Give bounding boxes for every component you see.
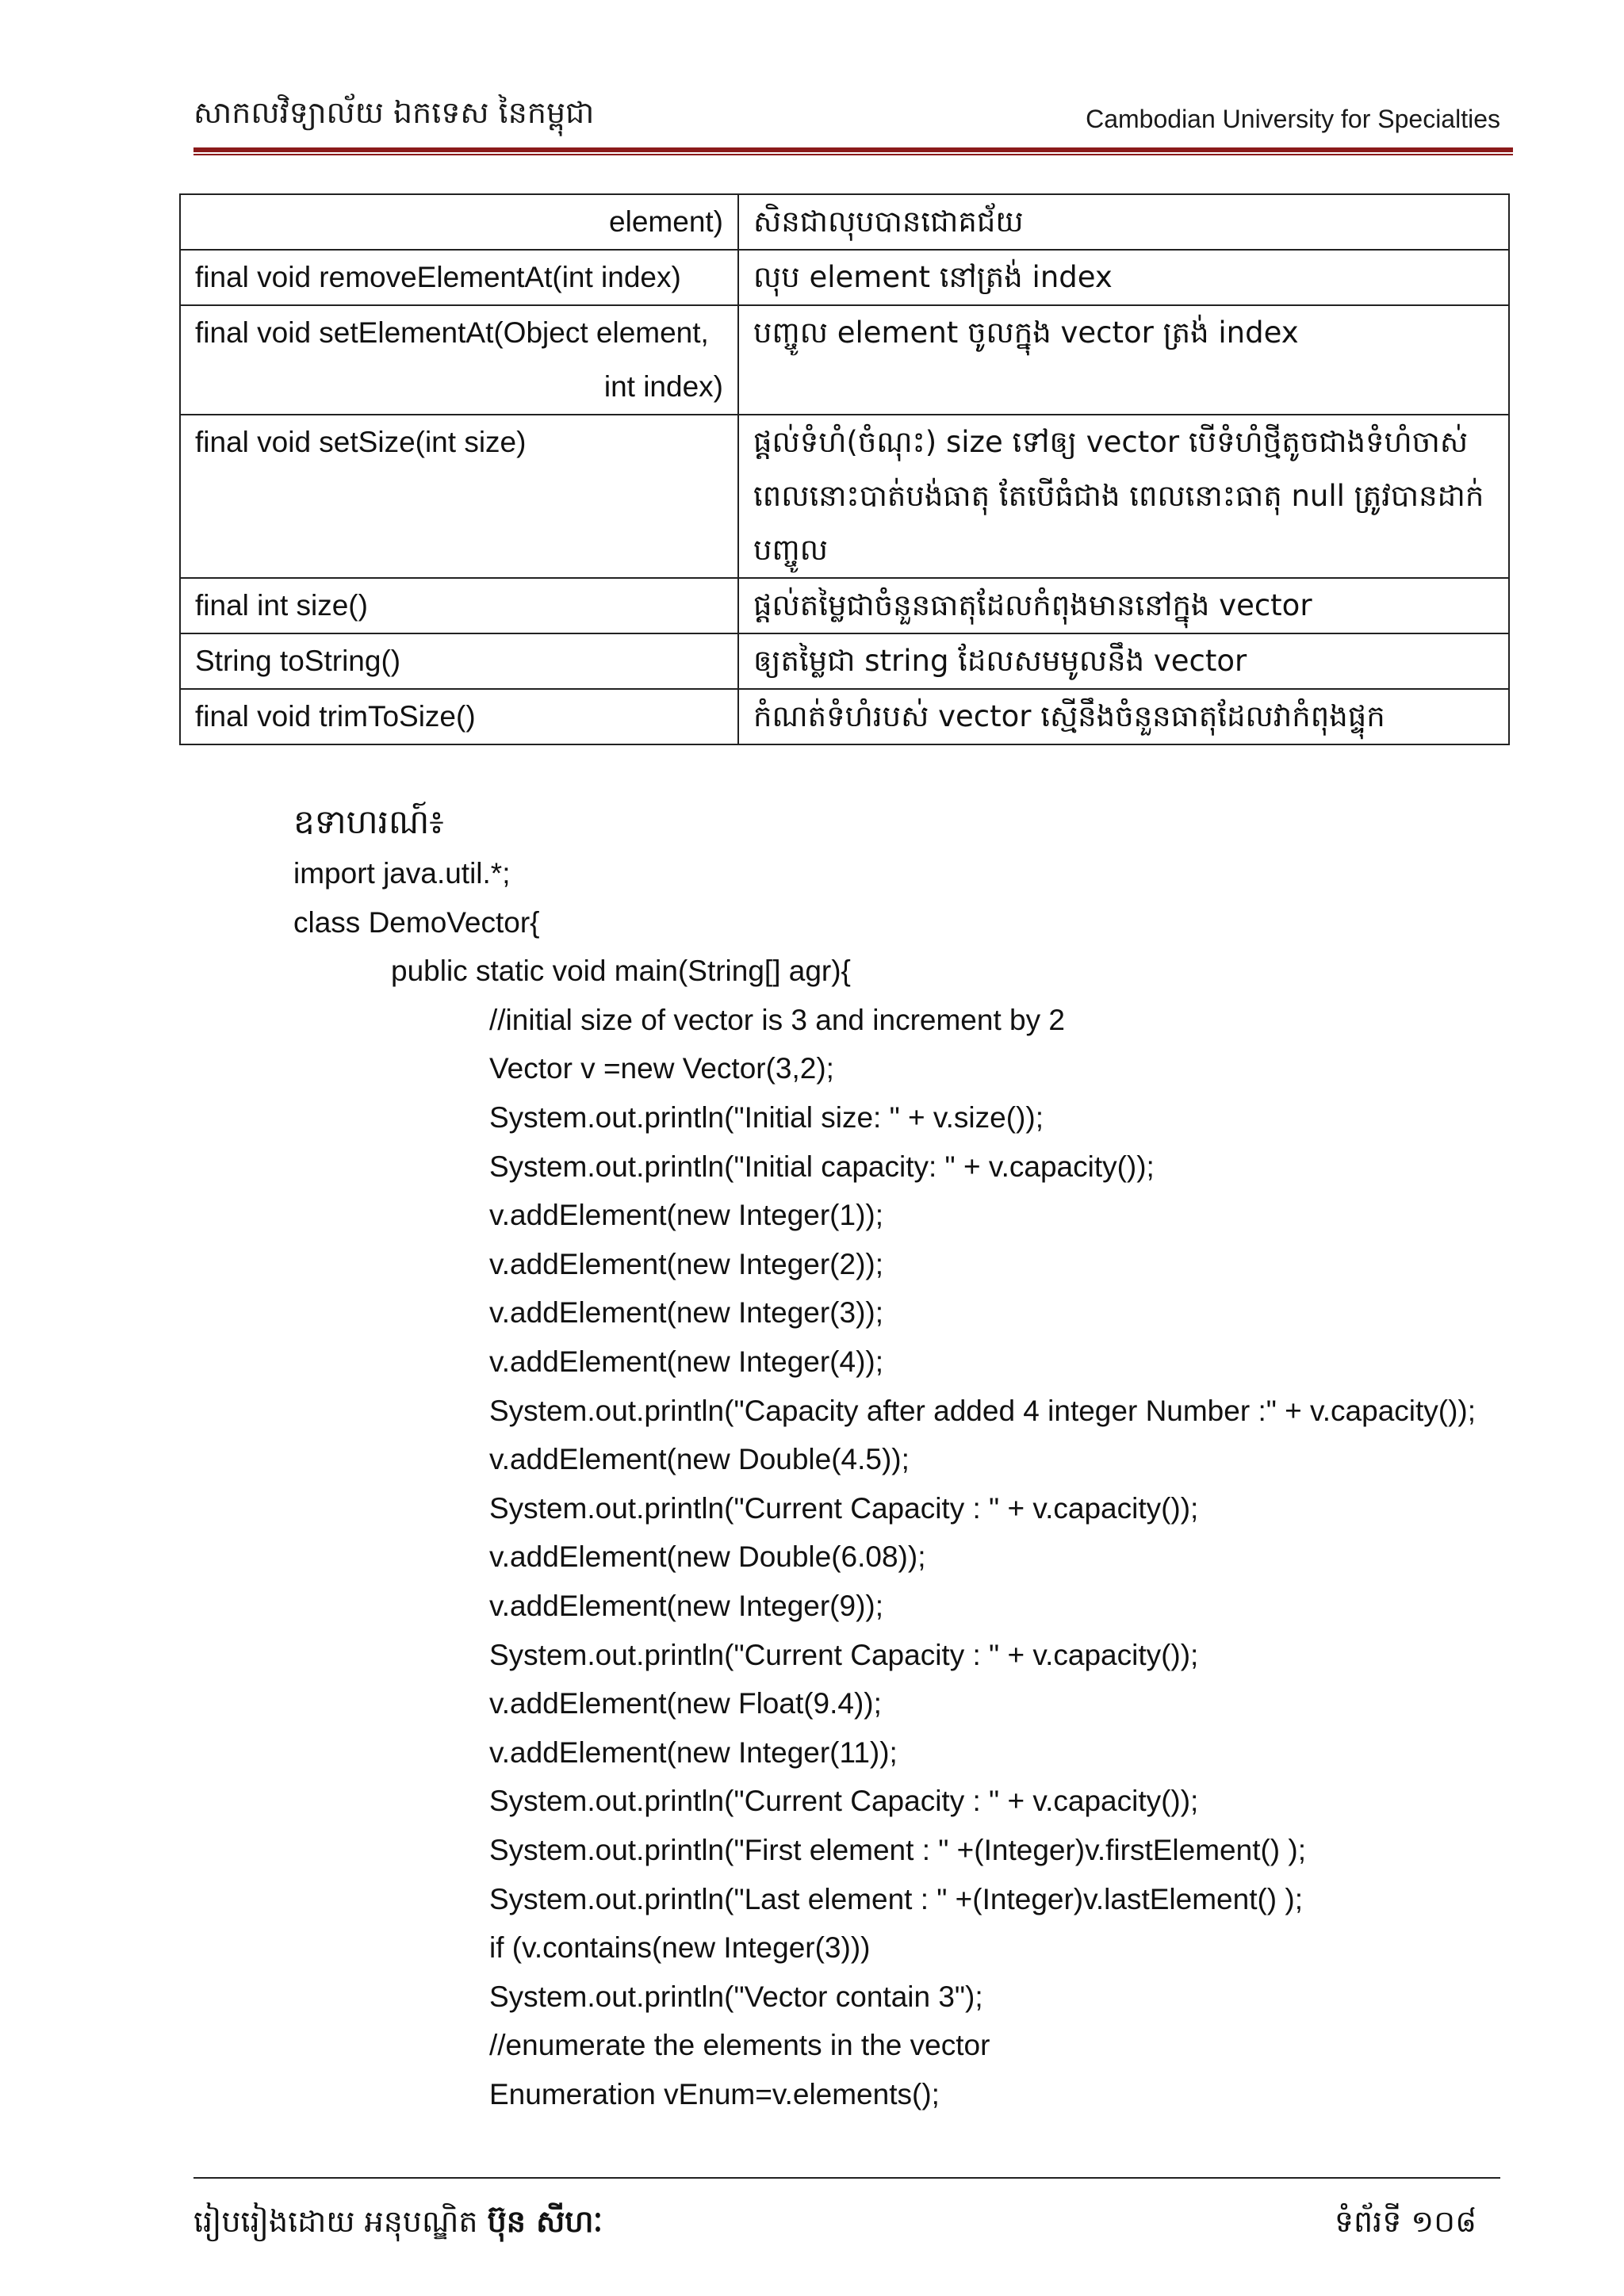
table-row — [180, 250, 1509, 305]
method-description: ផ្តល់តម្លៃជាចំនួនធាតុដែលកំពុងមាននៅក្នុង vector — [738, 578, 1509, 633]
method-signature: final void setElementAt(Object element, — [195, 316, 709, 349]
code-line: v.addElement(new Integer(9)); — [489, 1590, 883, 1622]
table-row — [180, 415, 1509, 578]
code-line: Enumeration vEnum=v.elements(); — [489, 2078, 940, 2110]
header-university-english: Cambodian University for Specialties — [1086, 105, 1500, 133]
code-line: System.out.println("Initial capacity: " + v.capacity()); — [489, 1150, 1155, 1183]
code-line: import java.util.*; — [293, 857, 511, 890]
method-description: កំណត់ទំហំរបស់ vector ស្មើនឹងចំនួនធាតុដែលវាកំពុងផ្ទុក — [738, 689, 1509, 744]
method-description: ផ្តល់ទំហំ(ចំណុះ) size ទៅឲ្យ vector បើទំហំថ្មីតូចជាងទំហំចាស់ ពេលនោះបាត់បង់ធាតុ តែបើធំជាង ពេលនោះធាតុ null ត្រូវបានដាក់បញ្ចូល — [738, 415, 1509, 578]
code-line: v.addElement(new Integer(3)); — [489, 1296, 883, 1330]
code-line: v.addElement(new Double(4.5)); — [489, 1443, 910, 1476]
method-signature: final void setSize(int size) — [195, 426, 527, 458]
methods-table-body — [180, 194, 1509, 744]
method-signature-cell — [180, 633, 738, 689]
method-description: សិនជាលុបបានជោគជ័យ — [738, 194, 1509, 250]
footer-rule — [193, 2177, 1500, 2179]
method-signature: int index) — [603, 370, 723, 403]
header-rule-thin — [193, 154, 1513, 155]
method-signature: final void removeElementAt(int index) — [195, 261, 681, 293]
footer-author — [193, 2202, 603, 2247]
method-signature: String toString() — [195, 645, 401, 677]
table-row — [180, 578, 1509, 633]
table-row — [180, 689, 1509, 744]
code-line: //initial size of vector is 3 and increment by 2 — [489, 1003, 1065, 1036]
code-line: Vector v =new Vector(3,2); — [489, 1052, 834, 1085]
header-university-khmer: សាកលវិទ្យាល័យ ឯកទេស នៃកម្ពុជា — [193, 95, 595, 130]
footer-page-number: ទំព័រទី ១០៨ — [1334, 2204, 1477, 2239]
code-line: System.out.println("Last element : " +(Integer)v.lastElement() ); — [489, 1882, 1303, 1915]
header-rule — [193, 147, 1513, 152]
code-line: class DemoVector{ — [293, 905, 540, 939]
method-description: ឲ្យតម្លៃជា string ដែលសមមូលនឹង vector — [738, 633, 1509, 689]
example-heading: ឧទាហរណ៍៖ — [293, 802, 444, 841]
code-line: System.out.println("Current Capacity : " + v.capacity()); — [489, 1638, 1199, 1671]
code-line: v.addElement(new Double(6.08)); — [489, 1540, 926, 1574]
method-signature-cell — [180, 689, 738, 744]
methods-table — [179, 193, 1510, 745]
code-line: //enumerate the elements in the vector — [489, 2029, 990, 2062]
method-signature: final void trimToSize() — [195, 700, 476, 733]
code-line: v.addElement(new Integer(2)); — [489, 1247, 883, 1280]
footer-prepared-by: រៀបរៀងដោយ អនុបណ្ឌិត — [193, 2204, 478, 2239]
method-signature: final int size() — [195, 589, 368, 622]
method-signature-cell — [180, 415, 738, 578]
code-line: v.addElement(new Integer(4)); — [489, 1345, 883, 1378]
method-description: បញ្ចូល element ចូលក្នុង vector ត្រង់ index — [738, 305, 1509, 415]
method-signature-cell — [180, 194, 738, 250]
table-row — [180, 305, 1509, 415]
method-signature: element) — [609, 205, 723, 238]
code-line: v.addElement(new Integer(11)); — [489, 1735, 898, 1769]
code-line: public static void main(String[] agr){ — [391, 955, 851, 988]
code-line: v.addElement(new Integer(1)); — [489, 1199, 883, 1232]
table-row — [180, 194, 1509, 250]
code-line: v.addElement(new Float(9.4)); — [489, 1687, 882, 1720]
method-description: លុប element នៅត្រង់ index — [738, 250, 1509, 305]
code-line: System.out.println("Capacity after added 4 integer Number :" + v.capacity()); — [489, 1394, 1477, 1427]
table-row — [180, 633, 1509, 689]
footer-author-name: ប៊ុន សីហៈ — [487, 2204, 603, 2239]
method-signature-cell — [180, 250, 738, 305]
code-line: System.out.println("Current Capacity : " + v.capacity()); — [489, 1785, 1199, 1818]
method-signature-cell — [180, 578, 738, 633]
code-line: System.out.println("Vector contain 3"); — [489, 1980, 983, 2013]
code-line: if (v.contains(new Integer(3))) — [489, 1931, 871, 1965]
code-line: System.out.println("Initial size: " + v.size()); — [489, 1101, 1044, 1134]
code-line: System.out.println("First element : " +(Integer)v.firstElement() ); — [489, 1834, 1307, 1866]
code-line: System.out.println("Current Capacity : " + v.capacity()); — [489, 1491, 1199, 1525]
method-signature-cell — [180, 305, 738, 415]
